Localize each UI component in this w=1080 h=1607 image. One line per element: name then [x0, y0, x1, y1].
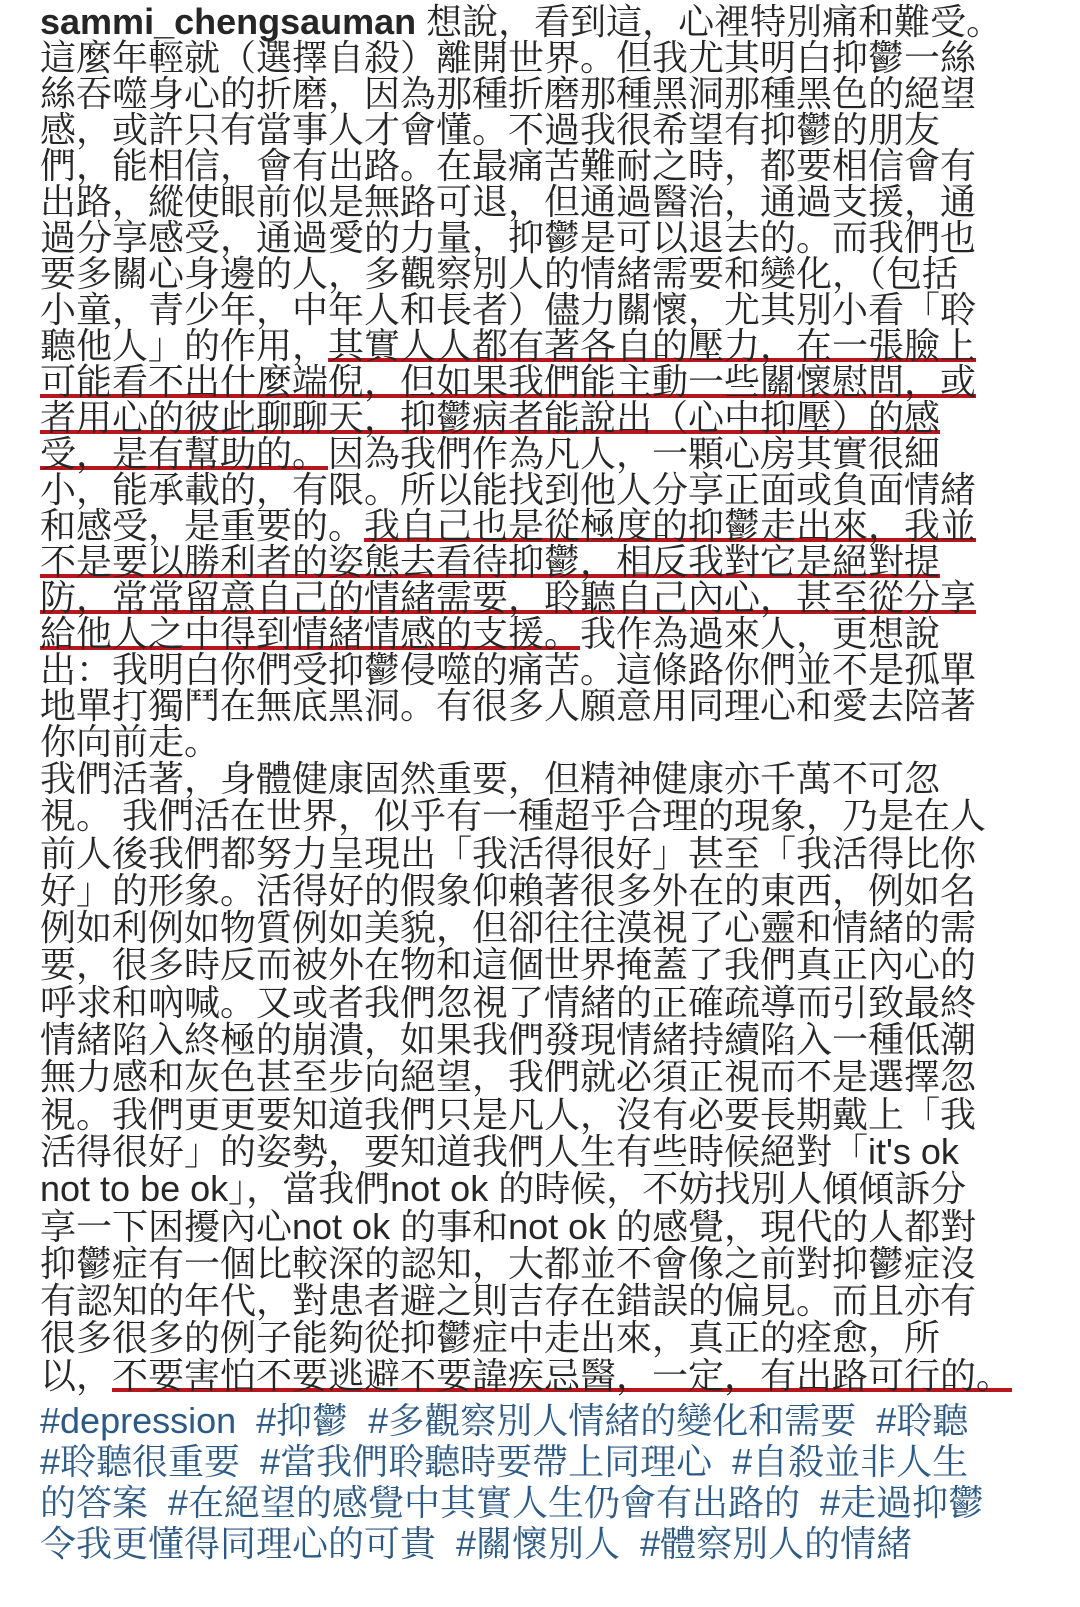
- caption-text: 例如利例如物質例如美貌，但卻往往漠視了心靈和情緒的需: [40, 907, 977, 949]
- caption-text: 以，: [40, 1354, 113, 1396]
- hashtag-link[interactable]: #在絕望的感覺中其實人生仍會有出路的: [168, 1481, 801, 1523]
- hashtag-line: [40, 1400, 1080, 1441]
- hashtag-link[interactable]: #聆聽: [876, 1399, 969, 1441]
- caption-text: 要多關心身邊的人，多觀察別人的情緒需要和變化，（包括: [40, 253, 959, 294]
- caption-text: 抑鬱症有一個比較深的認知，大都並不會像之前對抑鬱症沒: [40, 1242, 977, 1284]
- caption-text: 很多很多的例子能夠從抑鬱症中走出來，真正的痊愈，所: [40, 1317, 941, 1359]
- caption-line: [40, 505, 1080, 546]
- caption-text: 這麼年輕就（選擇自殺）離開世界。但我尤其明白抑鬱一絲: [40, 37, 977, 78]
- hashtag-link[interactable]: #體察別人的情緒: [640, 1522, 913, 1564]
- caption-line: [40, 109, 1080, 150]
- caption-text: 們，能相信，會有出路。在最痛苦難耐之時，都要相信會有: [40, 145, 977, 186]
- caption-text: 我們活著，身體健康固然重要，但精神健康亦千萬不可忽: [40, 758, 941, 799]
- hashtag-link[interactable]: #抑鬱: [256, 1399, 349, 1441]
- caption-line: [40, 760, 1080, 797]
- caption-line: [40, 469, 1080, 510]
- caption-line: [40, 1280, 1080, 1322]
- caption-line: [40, 1130, 1080, 1172]
- caption-text: 地單打獨鬥在無底黑洞。有很多人願意用同理心和愛去陪著: [40, 685, 977, 726]
- caption-text: 視。 我們活在世界，似乎有一種超乎合理的現象，乃是在人: [40, 795, 987, 837]
- caption-text: 小童，青少年，中年人和長者）儘力關懷，尤其別小看「聆: [40, 289, 977, 330]
- caption-line: [40, 1168, 1080, 1210]
- red-underlined-text: 防，常常留意自己的情緒需要，聆聽自己內心，甚至從分享: [40, 577, 977, 618]
- caption-line: [40, 832, 1080, 874]
- caption-text: 因為我們作為凡人，一顆心房其實很細: [328, 433, 941, 474]
- caption-line: [40, 649, 1080, 690]
- hashtag-line: [40, 1482, 1080, 1523]
- caption-text: 想說，看到這，心裡特別痛和難受。: [426, 1, 1003, 42]
- red-underlined-text: 可能看不出什麼端倪，但如果我們能主動一些關懷慰問，或: [40, 361, 977, 402]
- caption-text: 我作為過來人，更想說: [580, 613, 941, 654]
- caption-text: not to be ok」，當我們not ok 的時候，不妨找別人傾傾訴分: [40, 1168, 967, 1210]
- caption-line: [40, 433, 1080, 474]
- hashtag-link[interactable]: 令我更懂得同理心的可貴: [40, 1522, 437, 1564]
- caption-text: 絲吞噬身心的折磨，因為那種折磨那種黑洞那種黑色的絕望: [40, 73, 977, 114]
- caption-text: 小，能承載的，有限。所以能找到他人分享正面或負面情緒: [40, 469, 977, 510]
- red-underlined-text: 者用心的彼此聊聊天，抑鬱病者能說出（心中抑壓）的感: [40, 397, 941, 438]
- red-underlined-text: 給他人之中得到情緒情感的支援。: [40, 613, 581, 654]
- caption-text: 出路，縱使眼前似是無路可退，但通過醫治，通過支援，通: [40, 181, 977, 222]
- red-underlined-text: 其實人人都有著各自的壓力，在一張臉上: [328, 325, 977, 366]
- caption-line: [40, 869, 1080, 911]
- caption-line: [40, 721, 1080, 762]
- caption-line: [40, 361, 1080, 402]
- hashtag-link[interactable]: #當我們聆聽時要帶上同理心: [260, 1440, 713, 1482]
- red-underlined-text: 我自己也是從極度的抑鬱走出來，我並: [364, 505, 977, 546]
- caption-line: [40, 397, 1080, 438]
- red-underlined-text: 不是要以勝利者的姿態去看待抑鬱，相反我對它是絕對提: [40, 541, 941, 582]
- caption-line: [40, 944, 1080, 986]
- caption-line: [40, 1354, 1080, 1396]
- caption-text: 活得很好」的姿勢，要知道我們人生有些時候絕對「it's ok: [40, 1130, 959, 1172]
- caption-line: [40, 577, 1080, 618]
- hashtag-link[interactable]: #depression: [40, 1399, 237, 1441]
- caption-line: [40, 1056, 1080, 1098]
- caption-body: [40, 1, 1080, 1396]
- caption-text: 有認知的年代，對患者避之則吉存在錯誤的偏見。而且亦有: [40, 1280, 977, 1322]
- caption-text: 過分享感受，通過愛的力量，抑鬱是可以退去的。而我們也: [40, 217, 977, 258]
- caption-text: 出：我明白你們受抑鬱侵噬的痛苦。這條路你們並不是孤單: [40, 649, 977, 690]
- caption-line: [40, 181, 1080, 222]
- caption-text: 無力感和灰色甚至步向絕望，我們就必須正視而不是選擇忽: [40, 1056, 977, 1098]
- caption-line: [40, 613, 1080, 654]
- caption-line: [40, 981, 1080, 1023]
- red-underlined-text: 受，是有幫助的。: [40, 433, 329, 474]
- caption-line: [40, 1317, 1080, 1359]
- caption-text: 和感受，是重要的。: [40, 505, 365, 546]
- caption-text: 感，或許只有當事人才會懂。不過我很希望有抑鬱的朋友: [40, 109, 941, 150]
- caption-line: [40, 685, 1080, 726]
- caption-text: 好」的形象。活得好的假象仰賴著很多外在的東西，例如名: [40, 869, 977, 911]
- red-underlined-text: 不要害怕不要逃避不要諱疾忌醫，一定，有出路可行的。: [112, 1354, 1013, 1396]
- hashtag-link[interactable]: #多觀察別人情緒的變化和需要: [368, 1399, 857, 1441]
- caption-line: [40, 795, 1080, 837]
- username-link[interactable]: sammi_chengsauman: [40, 1, 417, 42]
- caption-text: 要，很多時反而被外在物和這個世界掩蓋了我們真正內心的: [40, 944, 977, 986]
- caption-line: [40, 907, 1080, 949]
- hashtag-link[interactable]: #關懷別人: [456, 1522, 621, 1564]
- caption-line: [40, 289, 1080, 330]
- hashtag-line: [40, 1441, 1080, 1482]
- hashtag-link[interactable]: #聆聽很重要: [40, 1440, 241, 1482]
- caption-line: [40, 1205, 1080, 1247]
- caption-text: 聽他人」的作用，: [40, 325, 329, 366]
- hashtag-link[interactable]: #自殺並非人生: [732, 1440, 969, 1482]
- caption-text: 你向前走。: [40, 721, 221, 762]
- hashtag-link[interactable]: 的答案: [40, 1481, 149, 1523]
- caption-line: [40, 541, 1080, 582]
- caption-text: 呼求和吶喊。又或者我們忽視了情緒的正確疏導而引致最終: [40, 981, 977, 1023]
- caption-line: [40, 1242, 1080, 1284]
- caption-line: [40, 253, 1080, 294]
- caption-text: 享一下困擾內心not ok 的事和not ok 的感覺，現代的人都對: [40, 1205, 977, 1247]
- caption-line: [40, 1019, 1080, 1061]
- caption-line: [40, 37, 1080, 78]
- caption-line: [40, 217, 1080, 258]
- hashtag-line: [40, 1523, 1080, 1564]
- caption-line: [40, 73, 1080, 114]
- caption-text: 情緒陷入終極的崩潰，如果我們發現情緒持續陷入一種低潮: [40, 1019, 977, 1061]
- hashtags-block: [40, 1400, 1080, 1564]
- caption-line: [40, 145, 1080, 186]
- caption-line: [40, 325, 1080, 366]
- caption-text: 視。我們更更要知道我們只是凡人，沒有必要長期戴上「我: [40, 1093, 977, 1135]
- caption-text: 前人後我們都努力呈現出「我活得很好」甚至「我活得比你: [40, 832, 977, 874]
- caption-line: [40, 1093, 1080, 1135]
- hashtag-link[interactable]: #走過抑鬱: [820, 1481, 985, 1523]
- caption-paragraph: [40, 1, 1080, 762]
- caption-line: [40, 1, 1080, 42]
- caption-paragraph: [40, 760, 1080, 1394]
